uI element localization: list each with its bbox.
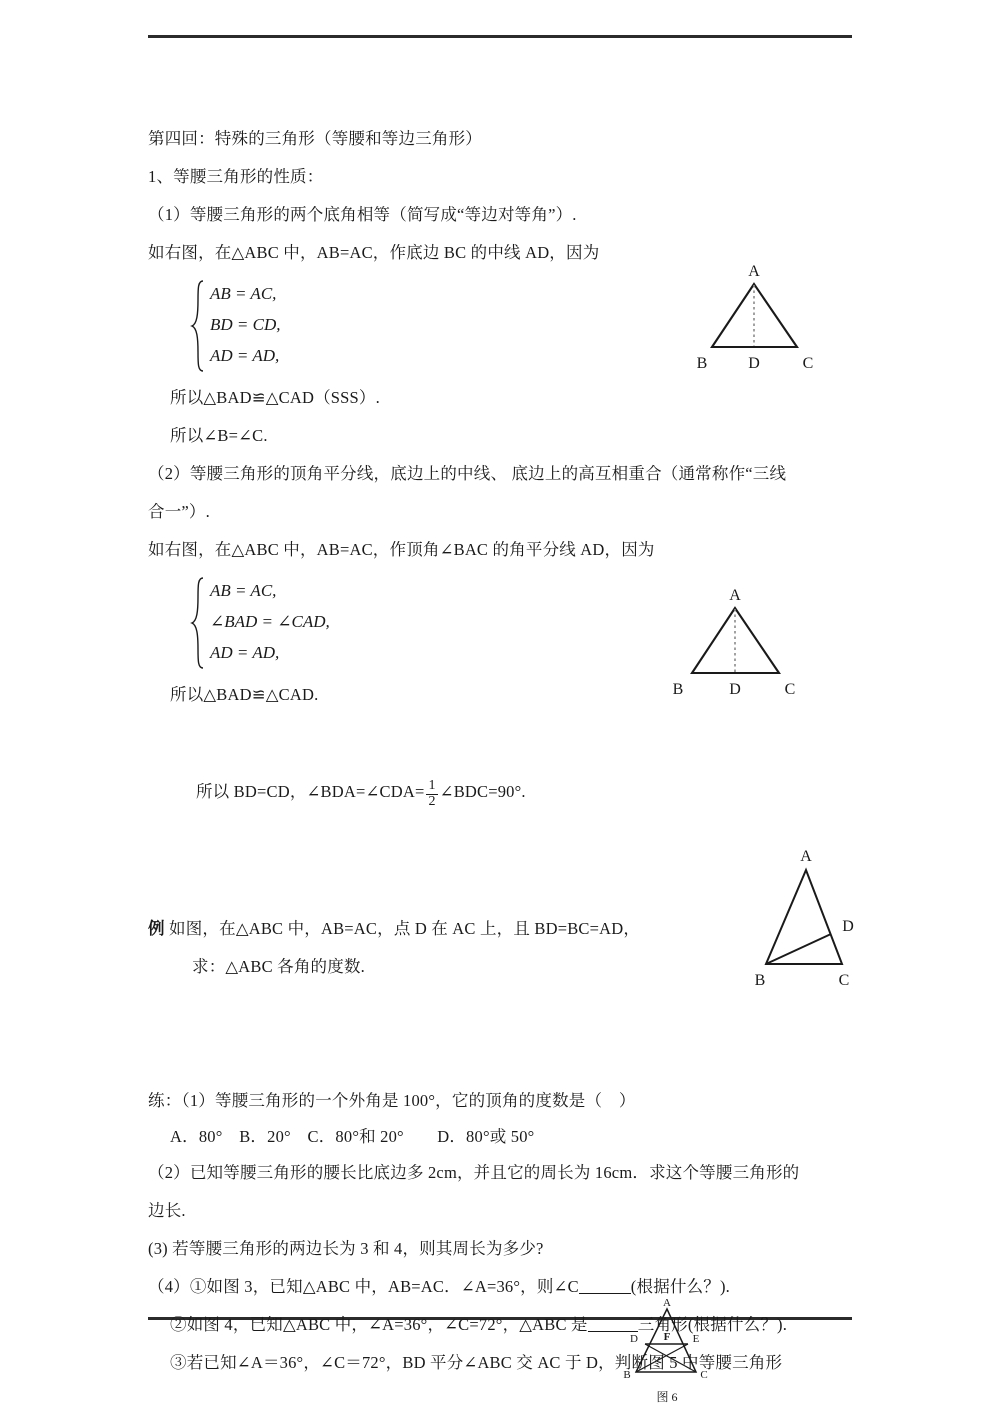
figure1-label-c: C [802, 355, 814, 372]
property-2-line-2: 合一”）. [148, 502, 210, 521]
fill-in-blank [579, 1277, 631, 1295]
lesson-title: 第四回：特殊的三角形（等腰和等边三角形） [148, 129, 482, 148]
property-1: （1）等腰三角形的两个底角相等（简写成“等边对等角”）. [148, 205, 577, 224]
figure-6-triangle [612, 1296, 722, 1396]
exercise-1-options: A．80° B．20° C．80°和 20° D．80°或 50° [170, 1127, 535, 1146]
system-2-eq-1: AB = AC, [210, 581, 277, 600]
exercise-4-2-prefix: ②如图 4，已知△ABC 中，∠A=36°，∠C=72°，△ABC 是 [170, 1315, 588, 1334]
fraction-denominator: 2 [428, 793, 436, 809]
header-rule [148, 35, 852, 38]
left-brace-icon [190, 280, 206, 372]
figure6-label-a: A [663, 1297, 671, 1309]
system-2-eq-3: AD = AD, [210, 643, 280, 662]
exercise-4-item-2 [148, 1306, 858, 1344]
figure-example-triangle [744, 842, 874, 997]
figure2-label-b: B [672, 681, 684, 698]
example-label: 例 [148, 919, 165, 938]
exercise-4-1-prefix: （4）①如图 3，已知△ABC 中，AB=AC．∠A=36°，则∠C [148, 1277, 579, 1296]
property-1-conclusion-2: 所以∠B=∠C. [170, 426, 268, 445]
exercise-4-2-suffix: 三角形(根据什么？). [637, 1315, 788, 1334]
figure-isosceles-bisector [662, 582, 812, 712]
figure2-label-c: C [784, 681, 796, 698]
figure-6-caption: 图 6 [656, 1390, 678, 1404]
figure-isosceles-median [686, 258, 826, 388]
example-line-2: 求：△ABC 各角的度数. [192, 957, 365, 976]
exercise-2-line-2: 边长. [148, 1201, 186, 1220]
system-1-eq-2: BD = CD, [210, 315, 281, 334]
figure6-label-c: C [700, 1369, 708, 1381]
exercise-4-item-1 [148, 1268, 858, 1306]
figure3-label-c: C [838, 972, 850, 989]
figure6-label-e: E [692, 1333, 700, 1345]
property-2-setup: 如右图，在△ABC 中，AB=AC，作顶角∠BAC 的角平分线 AD，因为 [148, 540, 655, 559]
figure6-label-b: B [623, 1369, 631, 1381]
one-half-fraction [426, 779, 437, 809]
figure6-label-f: F [663, 1331, 671, 1343]
property-1-setup: 如右图，在△ABC 中，AB=AC，作底边 BC 的中线 AD，因为 [148, 243, 600, 262]
exercise-4-1-suffix: (根据什么？). [630, 1277, 731, 1296]
figure1-label-b: B [696, 355, 708, 372]
exercise-1: 练：（1）等腰三角形的一个外角是 100°，它的顶角的度数是（ ） [148, 1091, 636, 1110]
figure6-label-d: D [630, 1333, 638, 1345]
system-1-eq-1: AB = AC, [210, 284, 277, 303]
figure1-label-d: D [748, 355, 760, 372]
figure1-label-a: A [748, 263, 760, 280]
figure2-label-a: A [729, 587, 741, 604]
section-1-heading: 1、等腰三角形的性质： [148, 167, 324, 186]
property-1-conclusion-1: 所以△BAD≌△CAD（SSS）. [170, 388, 380, 407]
figure3-label-d: D [842, 918, 854, 935]
system-1-eq-3: AD = AD, [210, 346, 280, 365]
exercise-2-line-1: （2）已知等腰三角形的腰长比底边多 2cm，并且它的周长为 16cm．求这个等腰三角形的 [148, 1163, 800, 1182]
example-statement: 如图，在△ABC 中，AB=AC，点 D 在 AC 上，且 BD=BC=AD， [169, 919, 641, 938]
figure3-label-a: A [800, 848, 812, 865]
conclusion-2-suffix: ∠BDC=90°. [439, 782, 526, 801]
exercise-4-item-3: ③若已知∠A＝36°，∠C＝72°，BD 平分∠ABC 交 AC 于 D，判断图 5 中等腰三角形 [170, 1353, 783, 1372]
left-brace-icon [190, 577, 206, 669]
property-2-line-1: （2）等腰三角形的顶角平分线，底边上的中线、 底边上的高互相重合（通常称作“三线 [148, 464, 787, 483]
fraction-numerator: 1 [428, 778, 436, 793]
figure2-label-d: D [729, 681, 741, 698]
property-2-conclusion-1: 所以△BAD≌△CAD. [170, 685, 319, 704]
conclusion-2-prefix: 所以 BD=CD，∠BDA=∠CDA= [195, 782, 425, 801]
figure3-label-b: B [754, 972, 766, 989]
system-2-eq-2: ∠BAD = ∠CAD, [210, 612, 330, 631]
exercise-3: (3) 若等腰三角形的两边长为 3 和 4，则其周长为多少? [148, 1239, 544, 1258]
